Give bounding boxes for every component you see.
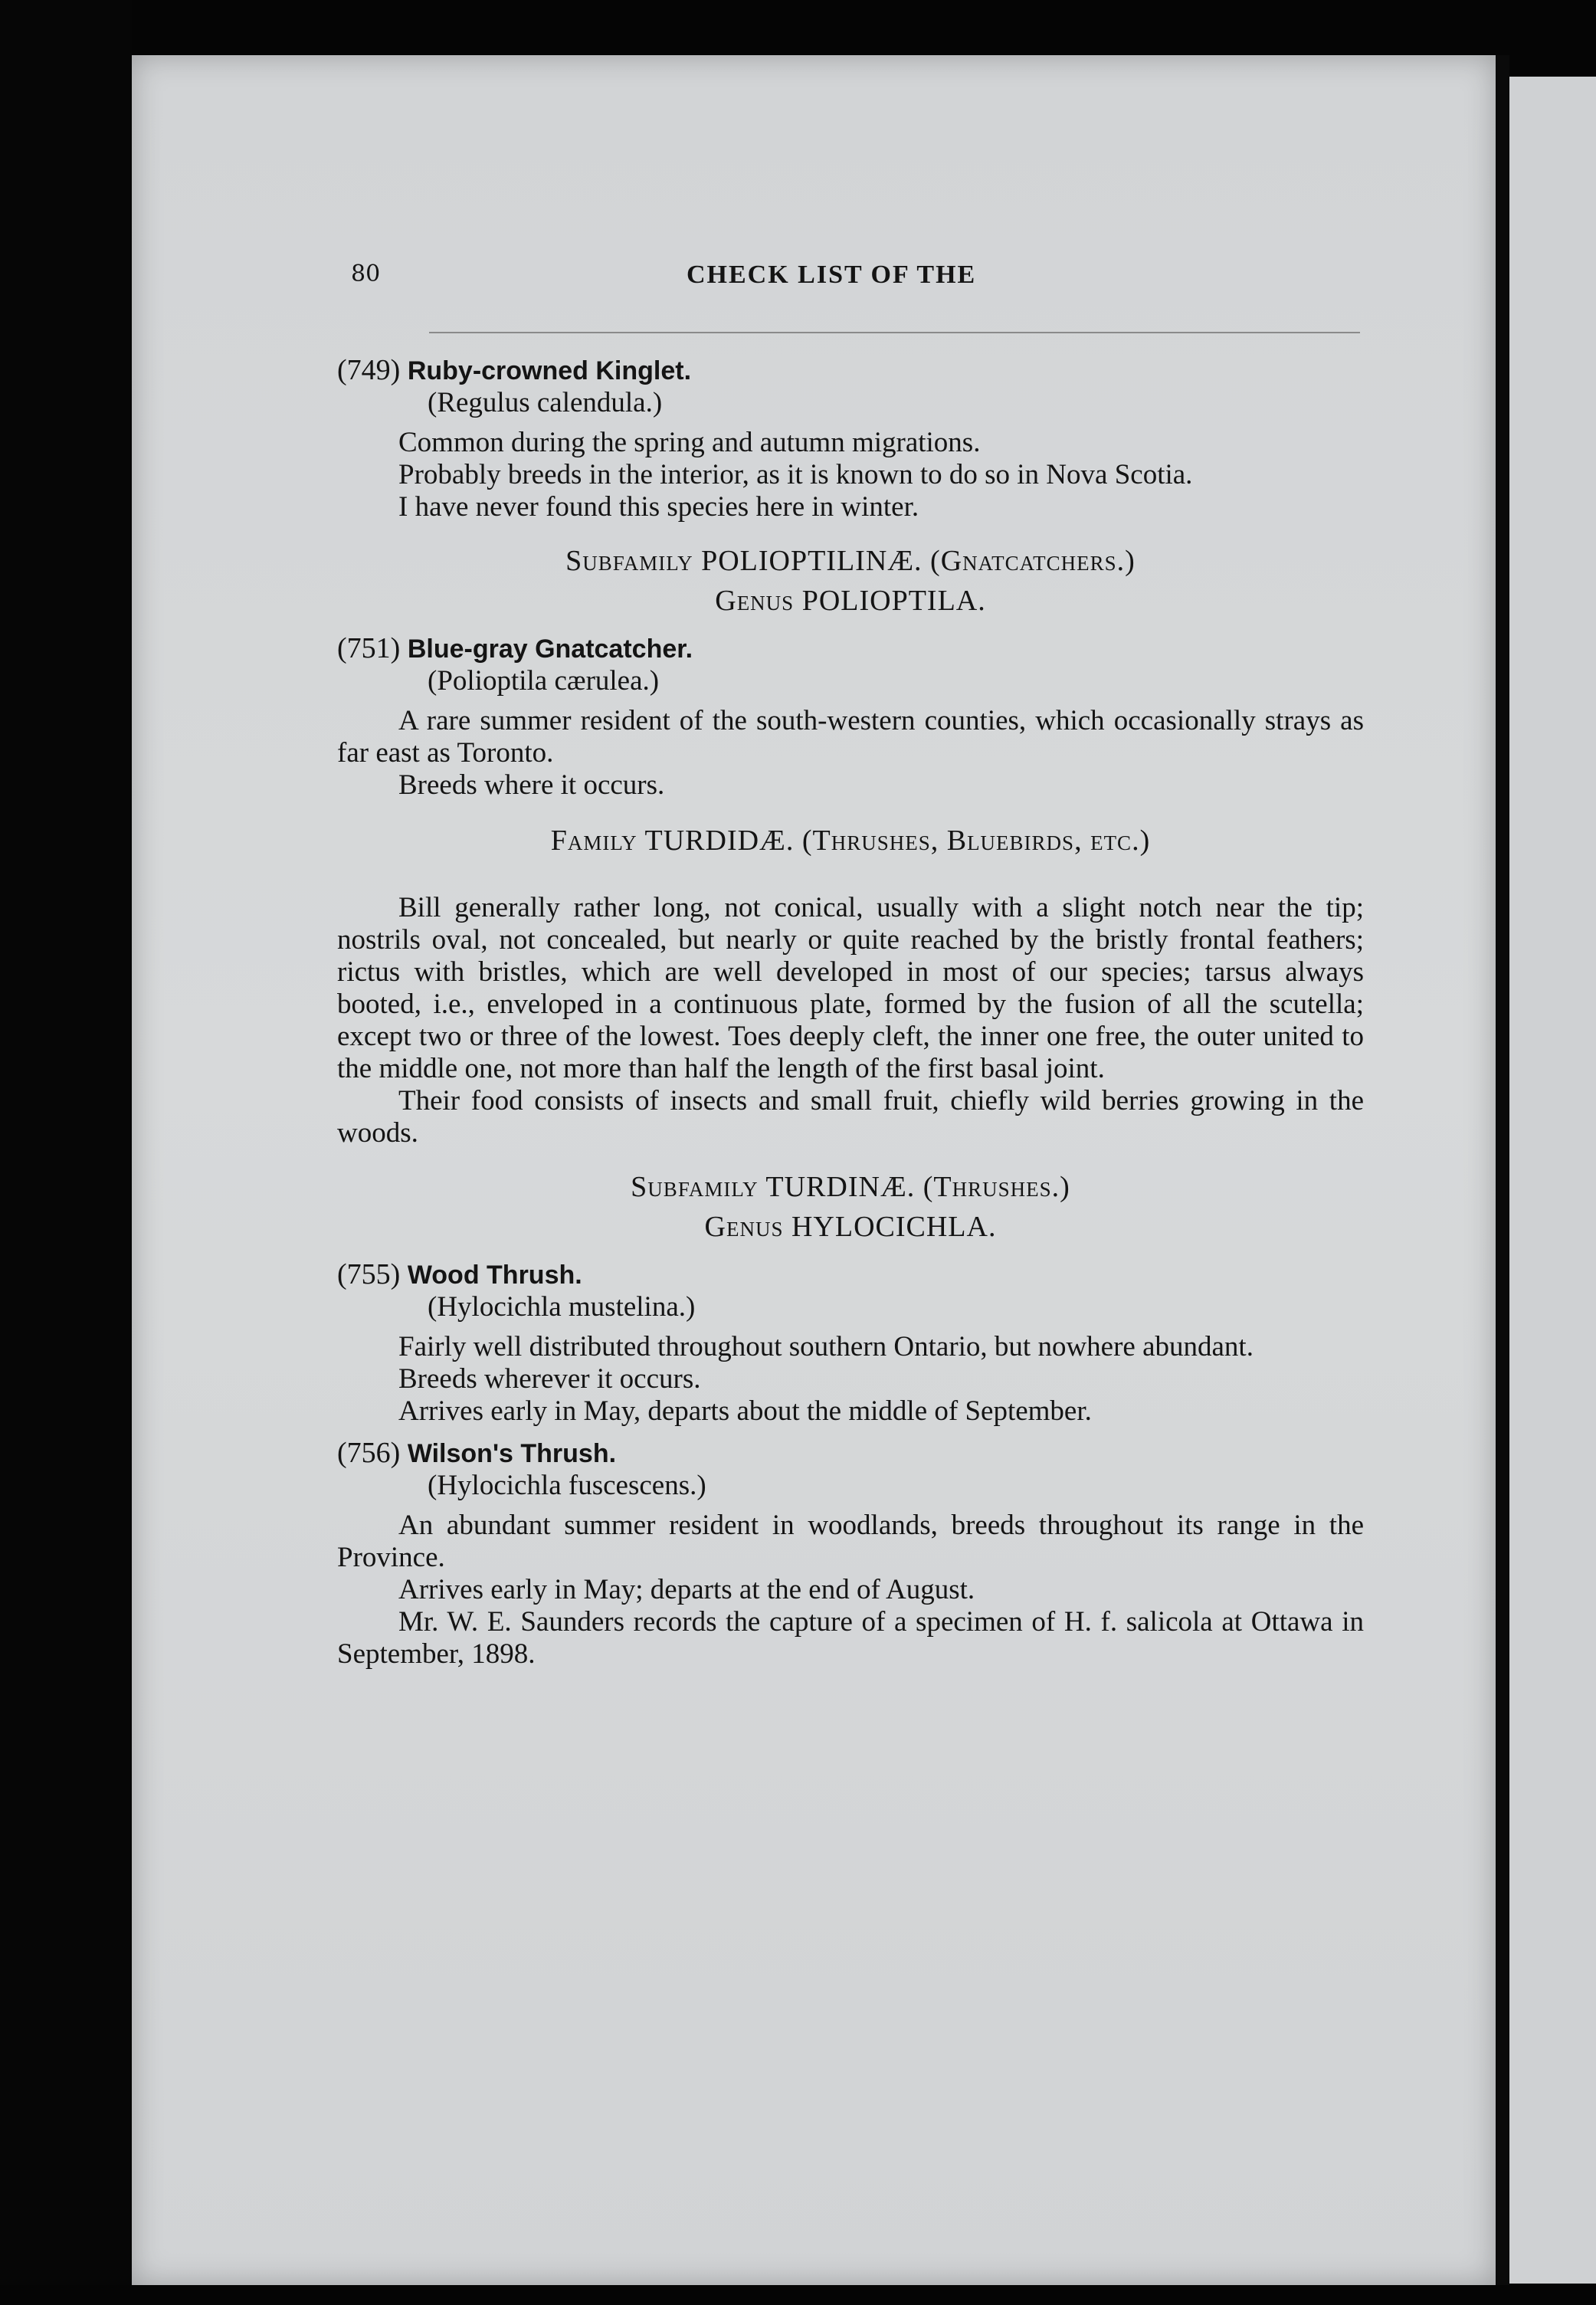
paragraph: Breeds where it occurs. (398, 769, 665, 801)
entry-number: (755) (337, 1258, 401, 1290)
family-heading: Family TURDIDÆ. (Thrushes, Bluebirds, etc.) (550, 825, 1151, 857)
scientific-name: (Regulus calendula.) (428, 387, 663, 418)
running-title: CHECK LIST OF THE (687, 261, 977, 289)
binding-gutter (1496, 55, 1509, 2285)
running-header (351, 261, 1362, 299)
scientific-name: (Hylocichla fuscescens.) (428, 1470, 706, 1501)
paragraph: Mr. W. E. Saunders records the capture of a specimen of H. f. salicola at Ottawa in September, 1898. (337, 1606, 1364, 1670)
species-name: Wilson's Thrush. (407, 1439, 617, 1468)
page-body (337, 354, 1364, 1671)
entry-number: (749) (337, 354, 401, 386)
species-name: Ruby-crowned Kinglet. (407, 356, 692, 385)
entry-heading (337, 1437, 1364, 1470)
species-name: Wood Thrush. (407, 1261, 582, 1290)
scan-border-bottom (0, 2285, 1596, 2305)
entry-number: (751) (337, 632, 401, 664)
genus-heading: Genus POLIOPTILA. (715, 585, 986, 617)
entry-heading (337, 1258, 1364, 1291)
paragraph: Bill generally rather long, not conical, usually with a slight notch near the tip; nostrils oval, not concealed, but nearly or quite reached by the bristly frontal feathers; rictus with bristles, which are well developed in most of our species; tarsus always booted, i.e., enveloped in a continuous plate, formed by the fusion of all the scutella; except two or three of the lowest. Toes deeply cleft, the inner one free, the outer united to the middle one, not more than half the length of the first basal joint. (337, 892, 1364, 1084)
paragraph: Their food consists of insects and small fruit, chiefly wild berries growing in the woods. (337, 1085, 1364, 1149)
species-entry-755 (337, 1258, 1364, 1428)
species-name: Blue-gray Gnatcatcher. (407, 634, 693, 664)
scientific-name: (Hylocichla mustelina.) (428, 1291, 696, 1323)
scan-border-left (0, 0, 132, 2305)
paragraph: I have never found this species here in winter. (398, 491, 919, 523)
species-entry-749 (337, 354, 1364, 523)
entry-heading (337, 632, 1364, 665)
subfamily-heading: Subfamily TURDINÆ. (Thrushes.) (631, 1171, 1070, 1203)
paragraph: Probably breeds in the interior, as it is known to do so in Nova Scotia. (398, 459, 1193, 490)
facing-page-edge (1509, 77, 1596, 2284)
entry-number: (756) (337, 1437, 401, 1469)
species-entry-756 (337, 1437, 1364, 1671)
page-number: 80 (351, 261, 381, 287)
paragraph: An abundant summer resident in woodlands, breeds throughout its range in the Province. (337, 1510, 1364, 1573)
genus-heading: Genus HYLOCICHLA. (704, 1211, 997, 1243)
entry-heading (337, 354, 1364, 387)
paragraph: Common during the spring and autumn migrations. (398, 427, 981, 458)
paragraph: A rare summer resident of the south-western counties, which occasionally strays as far east as Toronto. (337, 705, 1364, 769)
spacer (337, 1428, 1364, 1437)
paragraph: Arrives early in May, departs about the middle of September. (398, 1395, 1092, 1427)
paragraph: Fairly well distributed throughout southern Ontario, but nowhere abundant. (398, 1331, 1254, 1362)
family-description (337, 892, 1364, 1149)
subfamily-heading: Subfamily POLIOPTILINÆ. (Gnatcatchers.) (565, 545, 1136, 577)
scientific-name: (Polioptila cærulea.) (428, 665, 660, 697)
paragraph: Arrives early in May; departs at the end of August. (398, 1574, 975, 1605)
species-entry-751 (337, 632, 1364, 802)
paragraph: Breeds wherever it occurs. (398, 1363, 701, 1395)
header-rule (429, 332, 1360, 333)
